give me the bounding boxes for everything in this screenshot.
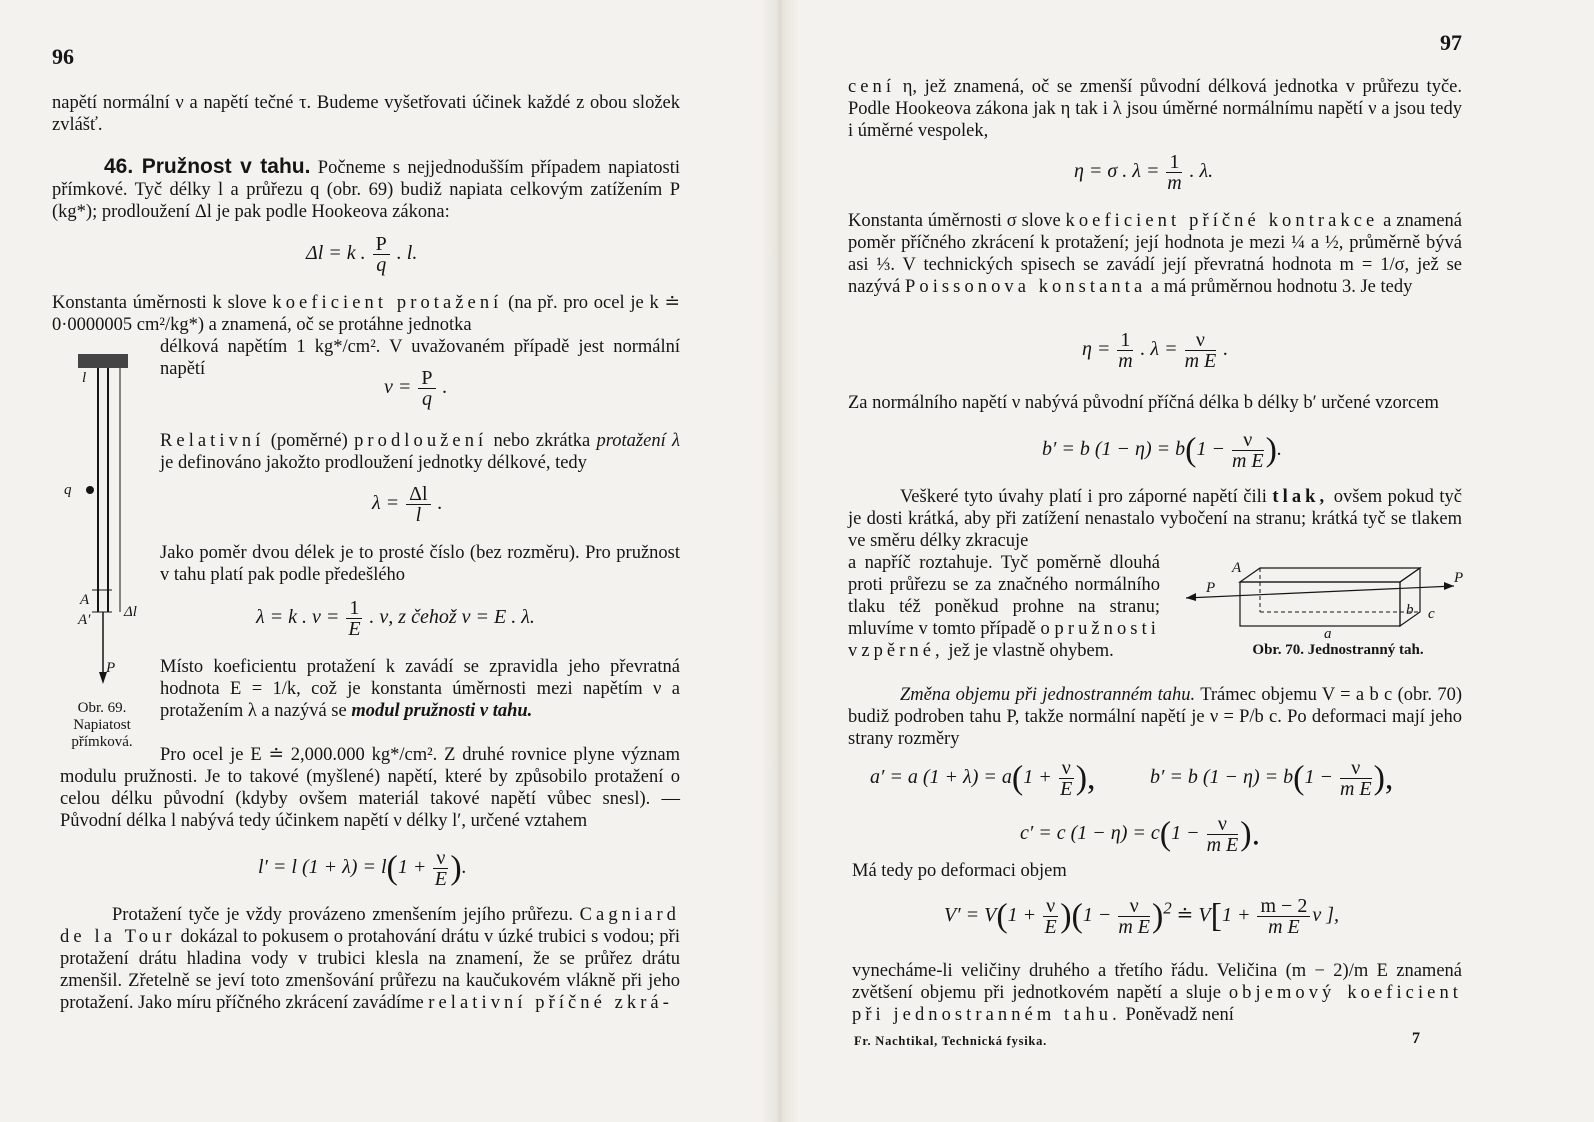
equation-c-prime: c′ = c (1 − η) = c(1 − $\frac{\nu}{\text{m E}}$ ).: [1020, 813, 1261, 856]
fig70-label-b: b: [1406, 602, 1414, 618]
left-paragraph-5b: Pro ocel je E ≐ 2,000.000 kg*/cm². Z druhé rovnice plyne význam modulu pružnosti. Je to takové (myšlené) napětí, které by způsobilo protažení o celou délku původní (kdyby ovšem materiál takové napětí vůbec snesl). — Původní délka l nabývá tedy účinkem napětí ν délky l′, určené vztahem: [60, 745, 680, 831]
fig70-label-P-right: P: [1454, 570, 1464, 586]
fig69-label-l: l: [82, 370, 87, 386]
fig70-caption: Obr. 70. Jednostranný tah.: [1252, 642, 1424, 658]
left-paragraph-3: Relativní (poměrné) prodloužení nebo zkrátka protažení λ je definováno jakožto prodloužení jednotky délkové, tedy: [160, 431, 681, 473]
equation-normal-stress: ν = $\frac{P}{q}$ .: [384, 367, 448, 410]
right-paragraph-4: Změna objemu při jednostranném tahu. Trámec objemu V = a b c (obr. 70) budiž podroben tahu P, takže normální napětí je ν = P/b c. Po deformaci mají jeho strany rozměry: [848, 685, 1462, 749]
fig70-label-A: A: [1232, 560, 1242, 576]
equation-b-prime: b′ = b (1 − η) = b(1 − $\frac{\nu}{\text{m E}}$ ).: [1042, 429, 1282, 472]
right-paragraph-5: Má tedy po deformaci objem: [852, 861, 1067, 881]
equation-relative-elongation: λ = $\frac{\Delta l}{l}$ .: [372, 483, 443, 526]
equation-new-length: l′ = l (1 + λ) = l(1 + $\frac{\nu}{E}$ ).: [258, 847, 467, 890]
equation-modulus: λ = k . ν = $\frac{1}{E}$ . ν, z čehož ν = E . λ.: [256, 597, 535, 640]
left-page-number: 96: [52, 44, 74, 69]
left-paragraph-2-cont: délková napětím 1 kg*/cm². V uvažovaném případě jest normální napětí: [160, 337, 680, 379]
left-paragraph-4: Jako poměr dvou délek je to prosté číslo (bez rozměru). Pro pružnost v tahu platí pak podle předešlého: [160, 543, 680, 585]
footer-book-title: Fr. Nachtikal, Technická fysika.: [854, 1034, 1048, 1048]
equation-eta: η = σ . λ = $\frac{1}{m}$ . λ.: [1074, 151, 1214, 194]
fig70-label-P-left: P: [1206, 580, 1216, 596]
equation-poisson: η = $\frac{1}{m}$ . λ = $\frac{\nu}{\text{m E}}$ .: [1082, 329, 1229, 372]
fig70-label-c: c: [1428, 606, 1435, 622]
section-46: 46. Pružnost v tahu. Počneme s nejjednodušším případem napiatosti přímkové. Tyč délky l a průřezu q (obr. 69) budiž napiata celkovým zatížením P (kg*); prodloužení Δl je pak podle Hookeova zákona:: [52, 155, 681, 222]
left-paragraph-0: napětí normální ν a napětí tečné τ. Budeme vyšetřovati účinek každé z obou složek zvlášť.: [52, 93, 680, 135]
fig69-label-A: A: [80, 592, 90, 608]
right-paragraph-6: vynecháme-li veličiny druhého a třetího řádu. Veličina (m − 2)/m E znamená zvětšení objemu při jednotkovém napětí a sluje objemový koeficient při jednostranném tahu. Poněvadž není: [852, 961, 1462, 1025]
right-page-number: 97: [1440, 30, 1462, 55]
right-paragraph-3b: a napříč roztahuje. Tyč poměrně dlouhá proti průřezu se za značného normálního tlaku též poněkud prohne na stranu; mluvíme v tomto případě o pružnosti vzpěrné, jež je vlastně ohybem.: [848, 553, 1160, 661]
right-page: [800, 0, 1594, 1122]
right-paragraph-0: cení η, jež znamená, oč se zmenší původní délková jednotka v průřezu tyče. Podle Hookeova zákona jak η tak i λ jsou úměrné normálnímu napětí ν a jsou tedy i úměrné vespolek,: [848, 77, 1462, 141]
right-paragraph-1: Konstanta úměrnosti σ slove koeficient příčné kontrakce a znamená poměr příčného zkrácení k protažení; její hodnota je mezi ¼ a ½, průměrně bývá asi ⅓. V technických spisech se zavádí její převratná hodnota m = 1/σ, jež se nazývá Poissonova konstanta a má průměrnou hodnotu 3. Je tedy: [848, 211, 1462, 297]
fig70-label-a: a: [1324, 626, 1332, 642]
equation-a-prime: a′ = a (1 + λ) = a(1 + $\frac{\nu}{E}$ ),: [870, 757, 1096, 800]
fig69-label-A2: A′: [78, 612, 91, 628]
fig69-label-q: q: [64, 482, 72, 498]
left-paragraph-5a: Místo koeficientu protažení k zavádí se zpravidla jeho převratná hodnota E = 1/k, což je konstanta úměrnosti mezi napětím ν a protažením λ a nazývá se modul pružnosti v tahu.: [160, 657, 680, 721]
right-paragraph-3a: Veškeré tyto úvahy platí i pro záporné napětí čili tlak, ovšem pokud tyč je dosti krátká, aby při zatížení nenastalo vybočení na stranu; krátká tyč se tlakem ve směru délky zkracuje: [848, 487, 1463, 551]
left-paragraph-2: Konstanta úměrnosti k slove koeficient protažení (na př. pro ocel je k ≐ 0·0000005 cm²/kg*) a znamená, oč se protáhne jednotka: [52, 293, 681, 335]
left-page: [0, 0, 760, 1122]
equation-b-prime-2: b′ = b (1 − η) = b(1 − $\frac{\nu}{\text{m E}}$ ),: [1150, 757, 1394, 800]
fig69-label-P: P: [106, 660, 116, 676]
fig69-label-dl: Δl: [124, 604, 137, 620]
figure-69: [72, 350, 142, 700]
left-paragraph-6: Protažení tyče je vždy provázeno zmenšením jejího průřezu. Cagniard de la Tour dokázal to pokusem o protahování drátu v úzké trubici s vodou; při protažení drátu hladina vody v trubici klesla na znamení, že se průřez drátu zmenšil. Zřetelně se jeví toto zmenšování průřezu na kaučukovém vlákně při jeho protažení. Jako míru příčného zkrácení zavádíme relativní příčné zkrá-: [60, 905, 680, 1013]
section-heading: 46. Pružnost v tahu.: [104, 155, 311, 178]
footer-signature: 7: [1412, 1030, 1420, 1047]
fig69-caption: Obr. 69. Napiatost přímková.: [71, 700, 133, 750]
book-gutter: [760, 0, 800, 1122]
right-paragraph-2: Za normálního napětí ν nabývá původní příčná délka b délky b′ určené vzorcem: [848, 393, 1439, 413]
equation-volume: V′ = V(1 + $\frac{\nu}{E}$ )(1 − $\frac{\nu}{\text{m E}}$ )$^2$ ≐ V[1 + $\frac{m - 2}{\text{m E}}$ ν ],: [944, 895, 1339, 938]
equation-hooke: Δl = k . $\frac{P}{q}$ . l.: [306, 233, 418, 276]
